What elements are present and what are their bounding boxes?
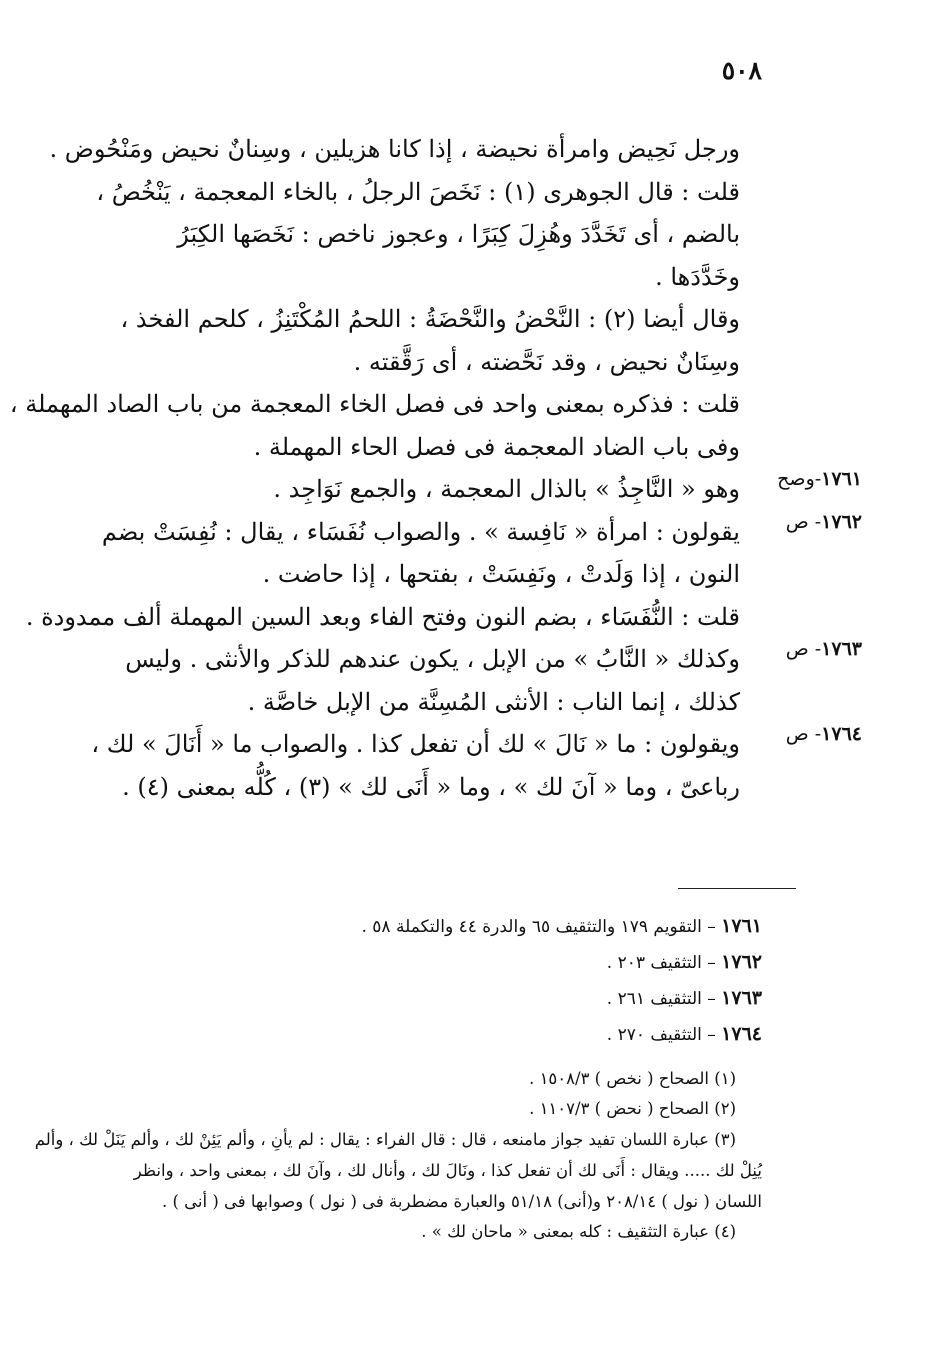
source-note	[98, 1016, 762, 1052]
footnote-2: (٢) الصحاح ( نحض ) ١١٠٧/٣ .	[529, 1099, 736, 1118]
footnote-line: اللسان ( نول ) ٢٠٨/١٤ و(أنى) ٥١/١٨ والعبارة مضطربة فى ( نول ) وصوابها فى ( أنى ) .	[161, 1192, 762, 1211]
text-line: وسِنَانٌ نحيض ، وقد نَحَّضته ، أى رَقَّقته .	[353, 347, 740, 376]
source-text: – التثقيف ٢٠٣ .	[606, 953, 722, 973]
source-entry-id: ١٧٦٢	[721, 951, 762, 973]
entry-1762	[25, 510, 862, 639]
source-text: – التثقيف ٢٦١ .	[606, 989, 722, 1009]
source-text: – التقويم ١٧٩ والتثقيف ٦٥ والدرة ٤٤ والتكملة ٥٨ .	[361, 917, 722, 937]
entry-number	[762, 723, 862, 745]
entry-number	[762, 468, 862, 490]
footnote-line: (٣) عبارة اللسان تفيد جواز مامنعه ، قال : قال الفراء : يقال : لم يأنِ ، وألم يَئِنْ لك ، وألم يَنَلْ لك ، وألم	[34, 1130, 736, 1149]
text-line: ويقولون : ما « نَالَ » لك أن تفعل كذا . والصواب ما « أَنَالَ » لك ،	[91, 730, 740, 758]
text-line: النون ، إذا وَلَدتْ ، ونَفِسَتْ ، بفتحها ، إذا حاضت .	[262, 560, 740, 588]
footnote-line: يُنِلْ لك ..... ويقال : أَنَى لك أن تفعل كذا ، ونَالَ لك ، وأنال لك ، وآنَ لك ، بمعنى واحد ، وانظر	[133, 1161, 762, 1180]
source-note	[98, 944, 762, 980]
entry-mark: - ص	[785, 723, 822, 745]
text-line: وقال أيضا (٢) : النَّحْضُ والنَّحْضَةُ : اللحمُ المُكْتَنِزُ ، كلحم الفخذ ،	[120, 305, 740, 333]
entry-number	[762, 511, 862, 533]
paragraph	[9, 128, 762, 468]
entry-text	[26, 511, 762, 639]
entry-id: ١٧٦١	[821, 468, 862, 490]
source-note	[98, 908, 762, 944]
text-line: وخَدَّدَها .	[655, 262, 740, 291]
source-text: – التثقيف ٢٧٠ .	[606, 1025, 722, 1045]
text-line: يقولون : امرأة « نَافِسة » . والصواب نُفَسَاء ، يقال : نُفِسَتْ بضم	[101, 517, 740, 546]
entry-text	[98, 638, 762, 723]
source-entry-id: ١٧٦١	[721, 915, 762, 937]
source-entry-id: ١٧٦٣	[721, 987, 762, 1009]
text-line: قلت : النُّفَسَاء ، بضم النون وفتح الفاء وبعد السين المهملة ألف ممدودة .	[25, 602, 740, 631]
footnote-1: (١) الصحاح ( نخص ) ١٥٠٨/٣ .	[529, 1069, 736, 1088]
entry-mark: -وص‍ح	[777, 468, 822, 490]
text-line: كذلك ، إنما الناب : الأنثى المُسِنَّة من الإبل خاصَّة .	[247, 687, 740, 716]
source-entry-id: ١٧٦٤	[721, 1023, 762, 1045]
footnotes	[34, 908, 762, 1247]
text-line: بالضم ، أى تَخَدَّدَ وهُزِلَ كِبَرًا ، وعجوز ناخص : نَخَصَها الكِبَرُ	[177, 220, 740, 248]
text-line: ورجل نَحِيض وامرأة نحيضة ، إذا كانا هزيلين ، وسِنانٌ نحيض ومَنْحُوض .	[49, 135, 740, 163]
entry-id: ١٧٦٢	[821, 510, 862, 533]
entry-text	[98, 468, 762, 511]
footnote-4: (٤) عبارة التثقيف : كله بمعنى « ماحان لك » .	[421, 1222, 736, 1241]
entry-number	[762, 638, 862, 660]
text-line: وفى باب الضاد المعجمة فى فصل الحاء المهملة .	[253, 432, 740, 461]
spacer	[98, 1052, 762, 1064]
entry-1761	[98, 468, 862, 511]
entry-text	[91, 723, 762, 808]
main-text	[9, 128, 862, 808]
footnote-divider	[678, 888, 796, 889]
text-line: وكذلك « النَّابُ » من الإبل ، يكون عندهم للذكر والأنثى . وليس	[125, 645, 740, 673]
entry-1763	[98, 638, 862, 723]
footnote-3	[34, 1124, 762, 1217]
text-line: وهو « النَّاجِذُ » بالذال المعجمة ، والجمع نَوَاجِد .	[273, 475, 740, 503]
entry-id: ١٧٦٤	[821, 723, 862, 745]
text-line: قلت : فذكره بمعنى واحد فى فصل الخاء المعجمة من باب الصاد المهملة ،	[9, 390, 740, 418]
entry-id: ١٧٦٣	[821, 638, 862, 660]
entry-1764	[91, 723, 862, 808]
source-note	[98, 980, 762, 1016]
entry-mark: - ص	[785, 510, 822, 533]
text-line: رباعىّ ، وما « آنَ لك » ، وما « أَنَى لك » (٣) ، كُلُّه بمعنى (٤) .	[122, 772, 740, 801]
text-line: قلت : قال الجوهرى (١) : نَخَصَ الرجلُ ، بالخاء المعجمة ، يَنْخُصُ ،	[96, 177, 740, 206]
entry-mark: - ص	[785, 638, 822, 660]
page-number: ٥٠٨	[721, 56, 762, 85]
